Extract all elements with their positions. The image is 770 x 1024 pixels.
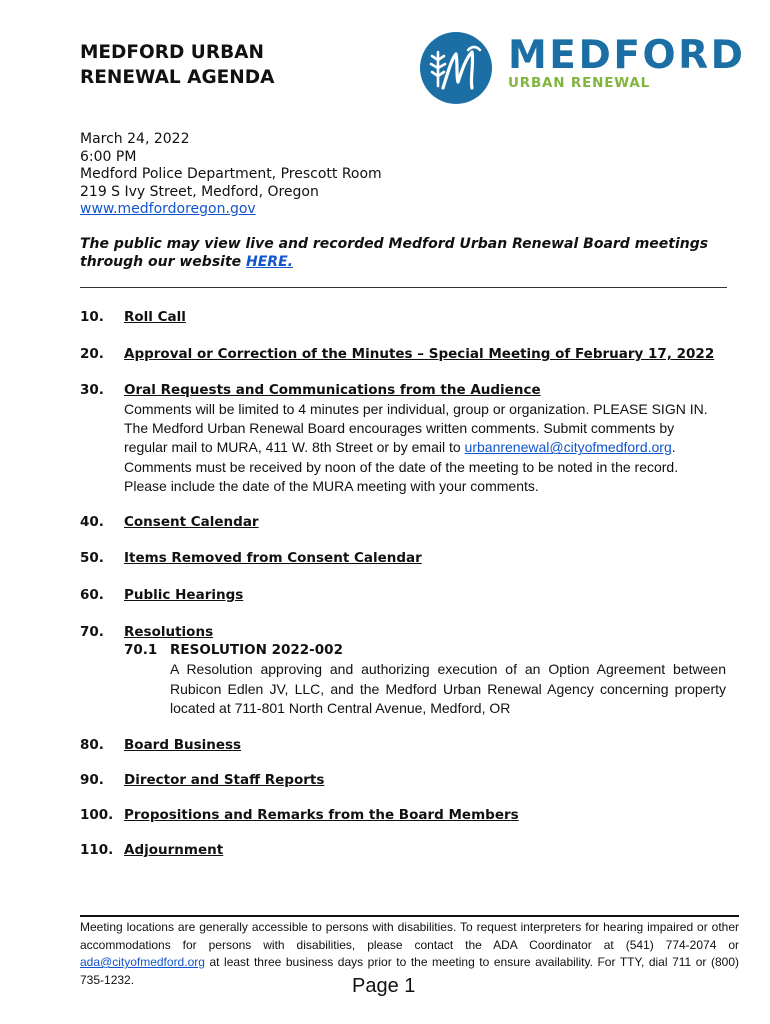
website-link[interactable]: www.medfordoregon.gov <box>80 201 256 217</box>
public-note-text: The public may view live and recorded Medford Urban Renewal Board meetings through our website <box>80 236 709 270</box>
footer-text-after: at least three business days prior to the meeting to ensure availability. For TTY, dial 711 or (800) 735-1232. <box>80 955 739 987</box>
agenda-item-title: Director and Staff Reports <box>124 772 325 788</box>
agenda-item-title: Oral Requests and Communications from the Audience <box>124 382 541 398</box>
agenda-item-number: 10. <box>80 309 104 325</box>
text-line: Please include the date of the MURA meeting with your comments. <box>124 477 539 494</box>
agenda-item-number: 50. <box>80 550 104 566</box>
meeting-date: March 24, 2022 <box>80 131 190 147</box>
meeting-time: 6:00 PM <box>80 148 137 165</box>
meeting-info <box>80 131 382 219</box>
meeting-location: Medford Police Department, Prescott Room <box>80 166 382 182</box>
text-line: The Medford Urban Renewal Board encourages written comments. Submit comments by <box>124 420 675 437</box>
agenda-item-title: Adjournment <box>124 842 224 858</box>
agenda-item-title: Board Business <box>124 737 242 753</box>
agenda-item-number: 110. <box>80 842 114 858</box>
email-suffix: . <box>671 439 676 456</box>
header-divider <box>80 287 727 288</box>
text-line: Comments will be limited to 4 minutes per individual, group or organization. PLEASE SIGN IN. <box>124 401 708 417</box>
medford-logo <box>418 30 746 106</box>
agenda-item-number: 20. <box>80 346 104 362</box>
agenda-item-number: 100. <box>80 807 114 823</box>
agenda-item-title: Roll Call <box>124 309 186 325</box>
logo-subtitle: URBAN RENEWAL <box>508 75 650 91</box>
medford-tree-logo-icon <box>418 30 494 106</box>
public-viewing-note <box>80 236 740 271</box>
agenda-item-number: 80. <box>80 737 104 753</box>
oral-requests-text <box>124 400 708 496</box>
agenda-item-number: 70. <box>80 624 104 640</box>
title-line-2: RENEWAL AGENDA <box>80 67 275 88</box>
agenda-item-number: 90. <box>80 772 104 788</box>
sub-item-number: 70.1 <box>124 642 158 658</box>
agenda-item-title: Propositions and Remarks from the Board Members <box>124 807 519 823</box>
page-title <box>80 40 274 90</box>
ada-email-link[interactable]: ada@cityofmedford.org <box>80 955 205 969</box>
agenda-item-title: Consent Calendar <box>124 514 259 530</box>
meeting-address: 219 S Ivy Street, Medford, Oregon <box>80 183 319 200</box>
text-line: regular mail to MURA, 411 W. 8th Street or by email to <box>124 439 465 456</box>
title-line-1: MEDFORD URBAN <box>80 42 264 63</box>
page-number: Page 1 <box>352 975 416 997</box>
footer-text: Meeting locations are generally accessible to persons with disabilities. To request interpreters for hearing impaired or other accommodations for persons with disabilities, please contact the ADA Coordinator at (541) 774-2074 or <box>80 920 739 952</box>
email-link[interactable]: urbanrenewal@cityofmedford.org <box>464 439 672 456</box>
agenda-item-title: Public Hearings <box>124 587 244 603</box>
agenda-item-number: 60. <box>80 587 104 603</box>
logo-name: MEDFORD <box>508 33 746 78</box>
resolution-description: A Resolution approving and authorizing execution of an Option Agreement between Rubicon Edlen JV, LLC, and the Medford Urban Renewal Agency concerning property located at 711-801 North Central Avenue, Medford, OR <box>170 661 726 716</box>
agenda-item-title: Approval or Correction of the Minutes – Special Meeting of February 17, 2022 <box>124 346 715 362</box>
footer-divider <box>80 915 739 917</box>
here-link[interactable]: HERE. <box>246 253 293 270</box>
agenda-item-title: Resolutions <box>124 624 214 640</box>
agenda-item-number: 30. <box>80 382 104 398</box>
text-line: Comments must be received by noon of the date of the meeting to be noted in the record. <box>124 458 679 475</box>
sub-item-title: RESOLUTION 2022-002 <box>170 642 343 658</box>
agenda-item-number: 40. <box>80 514 104 530</box>
agenda-item-title: Items Removed from Consent Calendar <box>124 550 422 566</box>
